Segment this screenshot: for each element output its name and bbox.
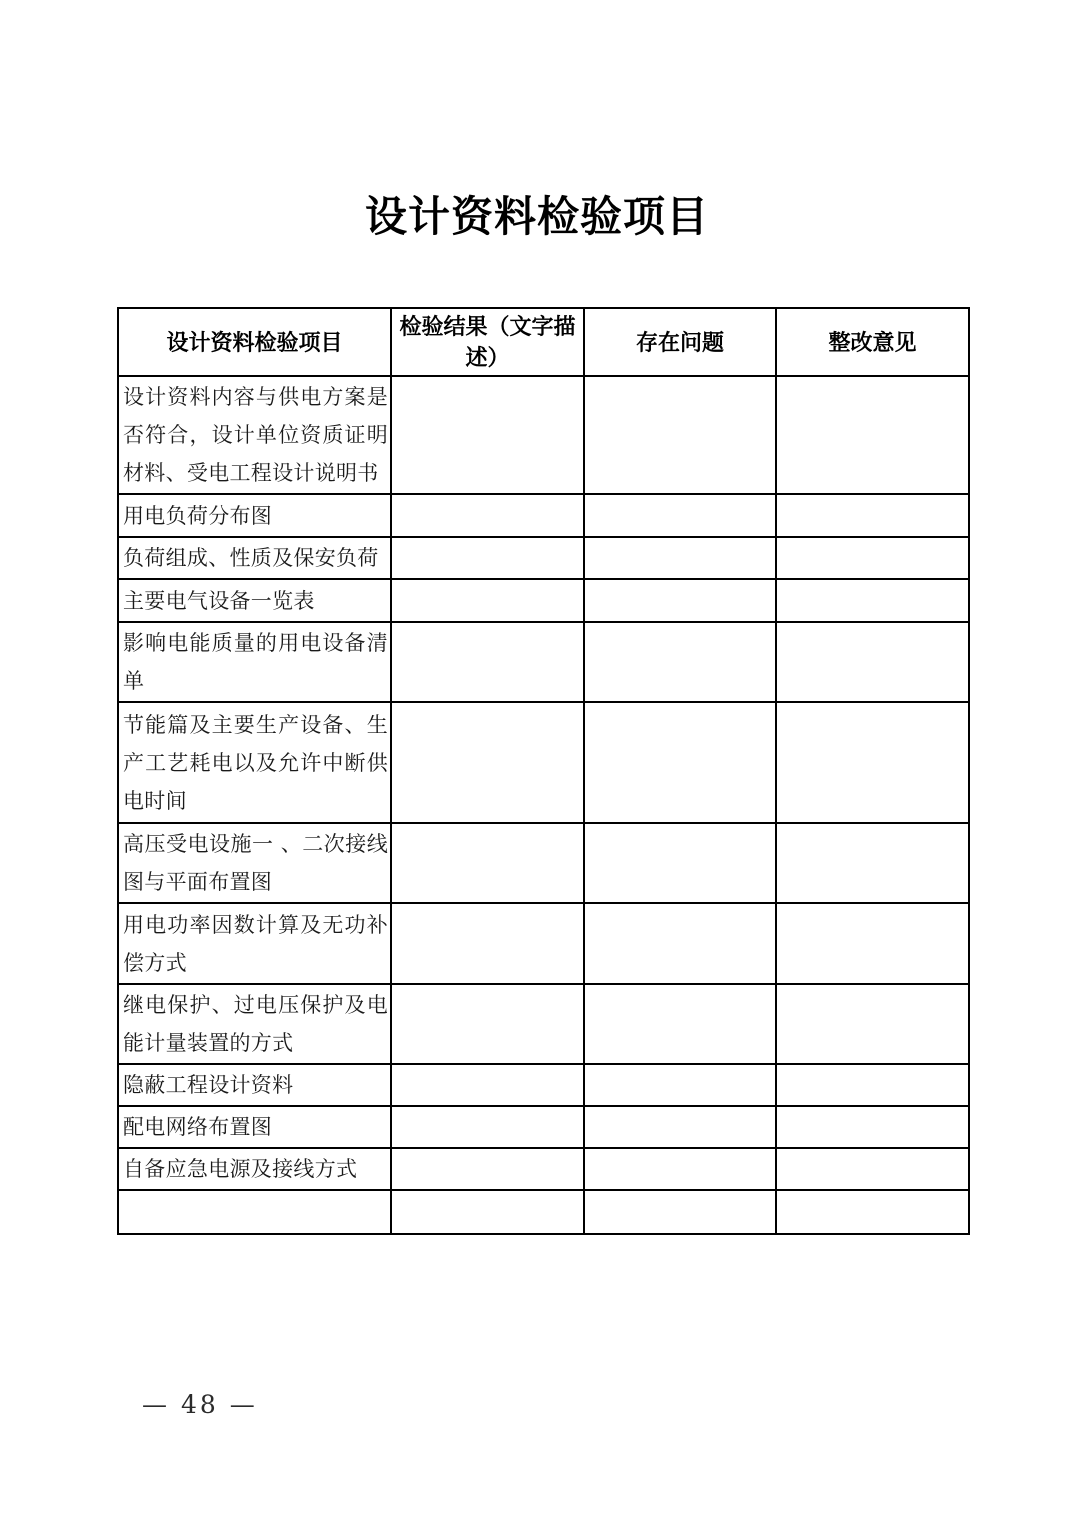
- item-cell: 继电保护、过电压保护及电能计量装置的方式: [118, 984, 391, 1064]
- item-cell: 隐蔽工程设计资料: [118, 1064, 391, 1106]
- problem-cell: [584, 1148, 776, 1190]
- suggestion-cell: [776, 1148, 969, 1190]
- suggestion-cell: [776, 984, 969, 1064]
- problem-cell: [584, 702, 776, 823]
- item-cell: 用电负荷分布图: [118, 494, 391, 537]
- result-cell: [391, 1148, 584, 1190]
- problem-cell: [584, 823, 776, 903]
- table-row: [118, 823, 969, 903]
- table-row: [118, 1064, 969, 1106]
- table-row: [118, 702, 969, 823]
- table-row: [118, 984, 969, 1064]
- table-row: [118, 537, 969, 579]
- problem-cell: [584, 1064, 776, 1106]
- table-row: [118, 622, 969, 702]
- header-problem-column: 存在问题: [584, 308, 776, 376]
- result-cell: [391, 823, 584, 903]
- item-cell: 负荷组成、性质及保安负荷: [118, 537, 391, 579]
- problem-cell: [584, 579, 776, 622]
- header-suggestion-column: 整改意见: [776, 308, 969, 376]
- table-header-row: [118, 308, 969, 376]
- result-cell: [391, 702, 584, 823]
- result-cell: [391, 579, 584, 622]
- item-cell: 影响电能质量的用电设备清单: [118, 622, 391, 702]
- table-row: [118, 903, 969, 984]
- problem-cell: [584, 376, 776, 494]
- item-cell: [118, 1190, 391, 1234]
- item-cell: 设计资料内容与供电方案是否符合，设计单位资质证明材料、受电工程设计说明书: [118, 376, 391, 494]
- table-row: [118, 1148, 969, 1190]
- suggestion-cell: [776, 494, 969, 537]
- result-cell: [391, 537, 584, 579]
- suggestion-cell: [776, 1064, 969, 1106]
- problem-cell: [584, 1106, 776, 1148]
- suggestion-cell: [776, 903, 969, 984]
- problem-cell: [584, 494, 776, 537]
- header-item-column: 设计资料检验项目: [118, 308, 391, 376]
- page-number: — 48 —: [142, 1390, 258, 1419]
- suggestion-cell: [776, 1106, 969, 1148]
- suggestion-cell: [776, 579, 969, 622]
- table-row: [118, 579, 969, 622]
- problem-cell: [584, 903, 776, 984]
- table-body: [118, 376, 969, 1234]
- item-cell: 配电网络布置图: [118, 1106, 391, 1148]
- result-cell: [391, 1106, 584, 1148]
- result-cell: [391, 903, 584, 984]
- table-row: [118, 376, 969, 494]
- result-cell: [391, 1190, 584, 1234]
- table-row: [118, 1190, 969, 1234]
- result-cell: [391, 494, 584, 537]
- suggestion-cell: [776, 622, 969, 702]
- suggestion-cell: [776, 702, 969, 823]
- suggestion-cell: [776, 1190, 969, 1234]
- suggestion-cell: [776, 537, 969, 579]
- item-cell: 节能篇及主要生产设备、生产工艺耗电以及允许中断供电时间: [118, 702, 391, 823]
- problem-cell: [584, 1190, 776, 1234]
- page-title: 设计资料检验项目: [364, 192, 709, 241]
- item-cell: 主要电气设备一览表: [118, 579, 391, 622]
- item-cell: 高压受电设施一 、二次接线图与平面布置图: [118, 823, 391, 903]
- result-cell: [391, 376, 584, 494]
- item-cell: 用电功率因数计算及无功补偿方式: [118, 903, 391, 984]
- problem-cell: [584, 622, 776, 702]
- problem-cell: [584, 537, 776, 579]
- item-cell: 自备应急电源及接线方式: [118, 1148, 391, 1190]
- table-row: [118, 1106, 969, 1148]
- suggestion-cell: [776, 823, 969, 903]
- header-result-column: 检验结果（文字描述）: [391, 308, 584, 376]
- table-row: [118, 494, 969, 537]
- result-cell: [391, 984, 584, 1064]
- result-cell: [391, 1064, 584, 1106]
- result-cell: [391, 622, 584, 702]
- suggestion-cell: [776, 376, 969, 494]
- problem-cell: [584, 984, 776, 1064]
- inspection-table: [117, 307, 970, 1235]
